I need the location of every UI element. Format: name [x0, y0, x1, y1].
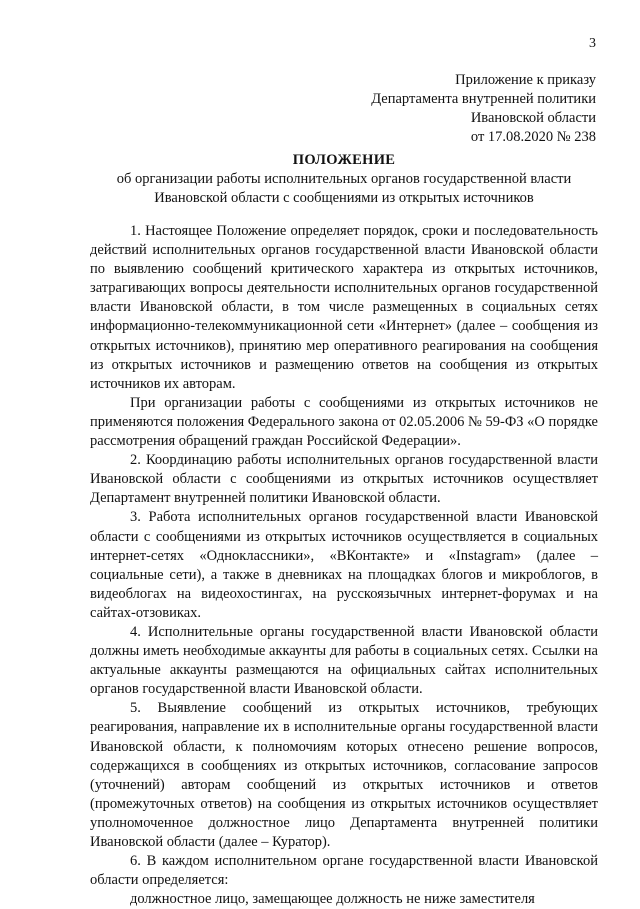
document-body [90, 222, 598, 909]
paragraph: 1. Настоящее Положение определяет порядок, сроки и последовательность действий исполнительных органов государственной власти Ивановской области по выявлению сообщений критического характера из открытых источников, затрагивающих вопросы деятельности исполнительных органов государственной власти Ивановской области, в том числе размещенных в социальных сетях информационно-телекоммуникационной сети «Интернет» (далее – сообщения из открытых источников), принятию мер оперативного реагирования на сообщения из открытых источников и размещению ответов на сообщения из открытых источников их авторам. [90, 223, 598, 392]
approval-line: Департамента внутренней политики [371, 91, 596, 107]
paragraph: 2. Координацию работы исполнительных органов государственной власти Ивановской области с сообщениями из открытых источников осуществляет Департамент внутренней политики Ивановской области. [90, 452, 598, 507]
title-block [90, 151, 598, 208]
paragraph: При организации работы с сообщениями из открытых источников не применяются положения Федерального закона от 02.05.2006 № 59-ФЗ «О порядке рассмотрения обращений граждан Российской Федерации». [90, 394, 598, 450]
approval-line: от 17.08.2020 № 238 [470, 129, 596, 145]
paragraph: 6. В каждом исполнительном органе государственной власти Ивановской области определяется: [90, 853, 598, 889]
document-subtitle: об организации работы исполнительных органов государственной власти [116, 171, 572, 187]
paragraph: 3. Работа исполнительных органов государственной власти Ивановской области с сообщениями из открытых источников осуществляется в социальных интернет-сетях «Одноклассники», «ВКонтакте» и «Instagram» (далее – социальные сети), а также в дневниках на площадках блогов и микроблогов, в видеоблогах на видеохостингах, на русскоязычных интернет-форумах и на сайтах-отзовиках. [90, 509, 598, 621]
paragraph: 5. Выявление сообщений из открытых источников, требующих реагирования, направление их в исполнительные органы государственной власти Ивановской области, к полномочиям которых отнесено решение вопросов, содержащихся в сообщениях из открытых источников, согласование запросов (уточнений) авторам сообщений из открытых источников и ответов (промежуточных ответов) на сообщения из открытых источников осуществляет уполномоченное должностное лицо Департамента внутренней политики Ивановской области (далее – Куратор). [90, 700, 598, 850]
page-number: 3 [589, 36, 596, 51]
approval-line: Приложение к приказу [455, 72, 596, 88]
paragraph: должностное лицо, замещающее должность не ниже заместителя [130, 891, 535, 908]
approval-block [371, 71, 596, 147]
approval-line: Ивановской области [470, 110, 596, 126]
paragraph: 4. Исполнительные органы государственной власти Ивановской области должны иметь необходимые аккаунты для работы в социальных сетях. Ссылки на актуальные аккаунты размещаются на официальных сайтах исполнительных органов государственной власти Ивановской области. [90, 623, 598, 698]
document-title: ПОЛОЖЕНИЕ [292, 152, 396, 168]
document-subtitle: Ивановской области с сообщениями из открытых источников [154, 190, 534, 206]
